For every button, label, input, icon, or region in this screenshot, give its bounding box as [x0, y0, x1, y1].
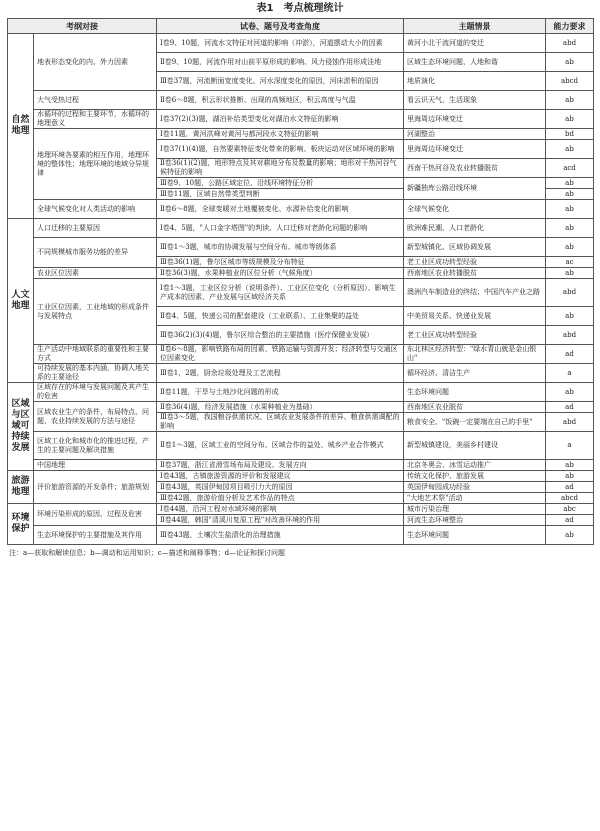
kp-cell: 地表形态变化的内、外力因素 — [34, 34, 157, 91]
table-row — [8, 526, 594, 545]
question-cell: Ⅲ卷11题，区域自然带类型判断 — [157, 189, 404, 200]
level-cell: ab — [546, 140, 594, 159]
table-row — [8, 219, 594, 238]
question-cell: Ⅱ卷37题，浙江省滑雪场布局及建设、发展方向 — [157, 460, 404, 471]
table-row — [8, 471, 594, 482]
theme-cell: 澳洲汽车制造业的终结；中国汽车产业之路 — [404, 279, 546, 307]
question-cell: Ⅲ卷43题，土壤次生盐渍化的治理措施 — [157, 526, 404, 545]
theme-cell: 全球气候变化 — [404, 200, 546, 219]
question-cell: Ⅲ卷1～3题，城市的协调发展与空间分布、城市等级体系 — [157, 238, 404, 257]
level-cell: bd — [546, 129, 594, 140]
table-row — [8, 200, 594, 219]
question-cell: Ⅱ卷36(4)题，经济发展措施（水果种植业为基础） — [157, 402, 404, 413]
level-cell: ab — [546, 110, 594, 129]
level-cell: ab — [546, 200, 594, 219]
domain-cell: 旅游地理 — [8, 471, 34, 504]
header-theme: 主题情景 — [404, 19, 546, 34]
table-row — [8, 460, 594, 471]
theme-cell: 里海周边环境变迁 — [404, 140, 546, 159]
theme-cell: 区域生态环境问题、人地和谐 — [404, 53, 546, 72]
kp-cell: 生产活动中地域联系的重要性和主要方式 — [34, 345, 157, 364]
question-cell: Ⅱ卷1～3题，区域工业的空间分布、区域合作的益处、城乡产业合作模式 — [157, 432, 404, 460]
table-row — [8, 110, 594, 129]
kp-cell: 工业区位因素，工业地域的形成条件与发展特点 — [34, 279, 157, 345]
theme-cell: 新型城镇建设，美丽乡村建设 — [404, 432, 546, 460]
kp-cell: 可持续发展的基本内涵，协调人地关系的主要途径 — [34, 364, 157, 383]
level-cell: abcd — [546, 493, 594, 504]
theme-cell: 城市污染治理 — [404, 504, 546, 515]
kp-cell: 环境污染形成的原因、过程及危害 — [34, 504, 157, 526]
theme-cell: 生态环境问题 — [404, 383, 546, 402]
question-cell: Ⅲ卷9、10题，公路区域定位、沿线环境特征分析 — [157, 178, 404, 189]
question-cell: Ⅰ卷9、10题，河流水文特征对河道的影响（冲淤），河道摆动大小的因素 — [157, 34, 404, 53]
level-cell: abd — [546, 34, 594, 53]
table-row — [8, 91, 594, 110]
theme-cell: 欧洲难民潮、人口老龄化 — [404, 219, 546, 238]
theme-cell: 生态环境问题 — [404, 526, 546, 545]
question-cell: Ⅰ卷11题，黄河洪峰对黄河与都河段水文特征的影响 — [157, 129, 404, 140]
question-cell: Ⅰ卷37(1)(4)题，自然要素特征变化带来的影响、板块运动对区域环境的影响 — [157, 140, 404, 159]
theme-cell: 西南地区农业转播脱贫 — [404, 268, 546, 279]
table-row — [8, 238, 594, 257]
header-kp: 考纲对接 — [8, 19, 157, 34]
level-cell: ac — [546, 257, 594, 268]
theme-cell: 河湖整治 — [404, 129, 546, 140]
level-cell: ab — [546, 268, 594, 279]
theme-cell: 西南地区农业脱贫 — [404, 402, 546, 413]
theme-cell: 北京冬奥会、冰雪运动推广 — [404, 460, 546, 471]
kp-cell: 评价旅游资源的开发条件；旅游规划 — [34, 471, 157, 504]
kp-cell: 区域农业生产的条件、布局特点、问题，农业持续发展的方法与途径 — [34, 402, 157, 432]
question-cell: Ⅲ卷3～5题，我国粮谷供需状况、区域农业发展条件的差异、粮食供需调配的影响 — [157, 413, 404, 432]
theme-cell: 中美贸易关系、快递业发展 — [404, 307, 546, 326]
question-cell: Ⅱ卷36(1)(2)题，地形特点及其对耕地分布及数量的影响；地形对干热河谷气候特征的影响 — [157, 159, 404, 178]
level-cell: acd — [546, 159, 594, 178]
table-row — [8, 364, 594, 383]
theme-cell: 河流生态环境整治 — [404, 515, 546, 526]
theme-cell: 黄河小北干流河道的变迁 — [404, 34, 546, 53]
table-row — [8, 129, 594, 140]
kp-cell: 农业区位因素 — [34, 268, 157, 279]
level-cell: ab — [546, 471, 594, 482]
domain-cell: 自然地理 — [8, 34, 34, 219]
question-cell: Ⅱ卷6～8题，积云形状推断、出现的高频地区，积云高度与气温 — [157, 91, 404, 110]
level-cell: ab — [546, 91, 594, 110]
level-cell: abc — [546, 504, 594, 515]
level-cell: ad — [546, 402, 594, 413]
question-cell: Ⅱ卷43题，英国伊甸园项目吸引力大的原因 — [157, 482, 404, 493]
level-cell: ab — [546, 219, 594, 238]
question-cell: Ⅲ卷36(1)题，鲁尔区城市等级规模及分布特征 — [157, 257, 404, 268]
kp-cell: 生态环境保护的主要措施及其作用 — [34, 526, 157, 545]
table-row — [8, 268, 594, 279]
level-cell: ab — [546, 178, 594, 189]
theme-cell: 看云识天气、生活现象 — [404, 91, 546, 110]
theme-cell: 老工业区成功转型经验 — [404, 257, 546, 268]
table-row — [8, 432, 594, 460]
table-title: 表1 考点梳理统计 — [256, 3, 344, 14]
theme-cell: 新疆独库公路沿线环境 — [404, 178, 546, 200]
level-cell: ab — [546, 307, 594, 326]
question-cell: Ⅰ卷1～3题，工业区位分析（说明条件）、工业区位变化（分析原因）、影响生产成本的因素、产业发展与区域经济关系 — [157, 279, 404, 307]
question-cell: Ⅲ卷42题，旅游价值分析及艺术作品的特点 — [157, 493, 404, 504]
question-cell: Ⅰ卷37(2)(3)题，湖泊补给类型变化对湖泊水文特征的影响 — [157, 110, 404, 129]
question-cell: Ⅰ卷44题，沿河工程对水域环境的影响 — [157, 504, 404, 515]
level-cell: abd — [546, 413, 594, 432]
question-cell: Ⅱ卷4、5题，快递公司的配套建设（工业联系）、工业集聚的益处 — [157, 307, 404, 326]
level-cell: ab — [546, 460, 594, 471]
level-cell: abd — [546, 326, 594, 345]
level-cell: ad — [546, 515, 594, 526]
kp-cell: 区域工业化和城市化的推进过程，产生的主要问题及解决措施 — [34, 432, 157, 460]
level-cell: ad — [546, 482, 594, 493]
level-cell: ab — [546, 526, 594, 545]
question-cell: Ⅲ卷1，2题，厨余垃圾处理及工艺流程 — [157, 364, 404, 383]
kp-cell: 大气受热过程 — [34, 91, 157, 110]
question-cell: Ⅱ卷6～8题，影响铁路布局的因素、铁路运输与资源开发；经济转型与交通区位因素变化 — [157, 345, 404, 364]
theme-cell: 新型城镇化、区域协调发展 — [404, 238, 546, 257]
level-cell: abcd — [546, 72, 594, 91]
question-cell: Ⅱ卷11题，干旱与土地沙化问题的形成 — [157, 383, 404, 402]
level-cell: ab — [546, 383, 594, 402]
kp-cell: 区域存在的环境与发展问题及其产生的危害 — [34, 383, 157, 402]
theme-cell: 西南干热河谷及农业转播脱贫 — [404, 159, 546, 178]
table-row — [8, 504, 594, 515]
question-cell: Ⅱ卷36(3)题，水果种植业的区位分析（气候角度） — [157, 268, 404, 279]
theme-cell: 地质演化 — [404, 72, 546, 91]
table-row — [8, 279, 594, 307]
kp-cell: 全球气候变化对人类活动的影响 — [34, 200, 157, 219]
domain-cell: 区域与区域可持续发展 — [8, 383, 34, 471]
level-cell: ab — [546, 53, 594, 72]
table-row — [8, 383, 594, 402]
kp-cell: 地理环境各要素的相互作用，地理环境的整体性；地理环境的地域分异规律 — [34, 129, 157, 200]
kp-cell: 中国地理 — [34, 460, 157, 471]
theme-cell: 传统文化保护、旅游发展 — [404, 471, 546, 482]
theme-cell: 里海周边环境变迁 — [404, 110, 546, 129]
level-cell: ab — [546, 189, 594, 200]
level-cell: ab — [546, 238, 594, 257]
question-cell: Ⅱ卷44题，韩国"清溪川复原工程"对改善环境的作用 — [157, 515, 404, 526]
header-row — [8, 19, 594, 34]
domain-cell: 环境保护 — [8, 504, 34, 545]
kp-cell: 不同规模城市服务功能的差异 — [34, 238, 157, 268]
header-level: 能力要求 — [546, 19, 594, 34]
table-row — [8, 402, 594, 413]
exam-points-table — [7, 18, 594, 545]
footnote: 注：a—获取和解读信息；b—调动和运用知识；c—描述和阐释事物；d—论证和探讨问题 — [9, 549, 286, 557]
question-cell: Ⅱ卷9、10题，河流作用对山前平原形成的影响、风力侵蚀作用形成洼地 — [157, 53, 404, 72]
theme-cell: 英国伊甸园成功经验 — [404, 482, 546, 493]
level-cell: ad — [546, 345, 594, 364]
level-cell: a — [546, 432, 594, 460]
kp-cell: 人口迁移的主要原因 — [34, 219, 157, 238]
table-row — [8, 34, 594, 53]
theme-cell: 老工业区成功转型经验 — [404, 326, 546, 345]
question-cell: Ⅲ卷36(2)(3)(4)题，鲁尔区综合整治的主要措施（医疗保健业发展） — [157, 326, 404, 345]
table-row — [8, 345, 594, 364]
theme-cell: 循环经济、清洁生产 — [404, 364, 546, 383]
question-cell: Ⅲ卷37题，河流断面宽度变化、河水深度变化的原因，河床淤积的原因 — [157, 72, 404, 91]
question-cell: Ⅰ卷4、5题，"人口金字塔图"的判读、人口迁移对老龄化问题的影响 — [157, 219, 404, 238]
question-cell: Ⅱ卷6～8题，全球变暖对土地覆被变化、水源补给变化的影响 — [157, 200, 404, 219]
domain-cell: 人文地理 — [8, 219, 34, 383]
kp-cell: 水循环的过程和主要环节，水循环的地理意义 — [34, 110, 157, 129]
question-cell: Ⅰ卷43题，古镇旅游资源的评价和发展建议 — [157, 471, 404, 482]
theme-cell: 东北林区经济转型："绿水青山就是金山银山" — [404, 345, 546, 364]
theme-cell: "大地艺术祭"活动 — [404, 493, 546, 504]
level-cell: a — [546, 364, 594, 383]
theme-cell: 粮食安全、"饭碗一定要端在自己的手里" — [404, 413, 546, 432]
level-cell: abd — [546, 279, 594, 307]
header-question: 试卷、题号及考查角度 — [157, 19, 404, 34]
